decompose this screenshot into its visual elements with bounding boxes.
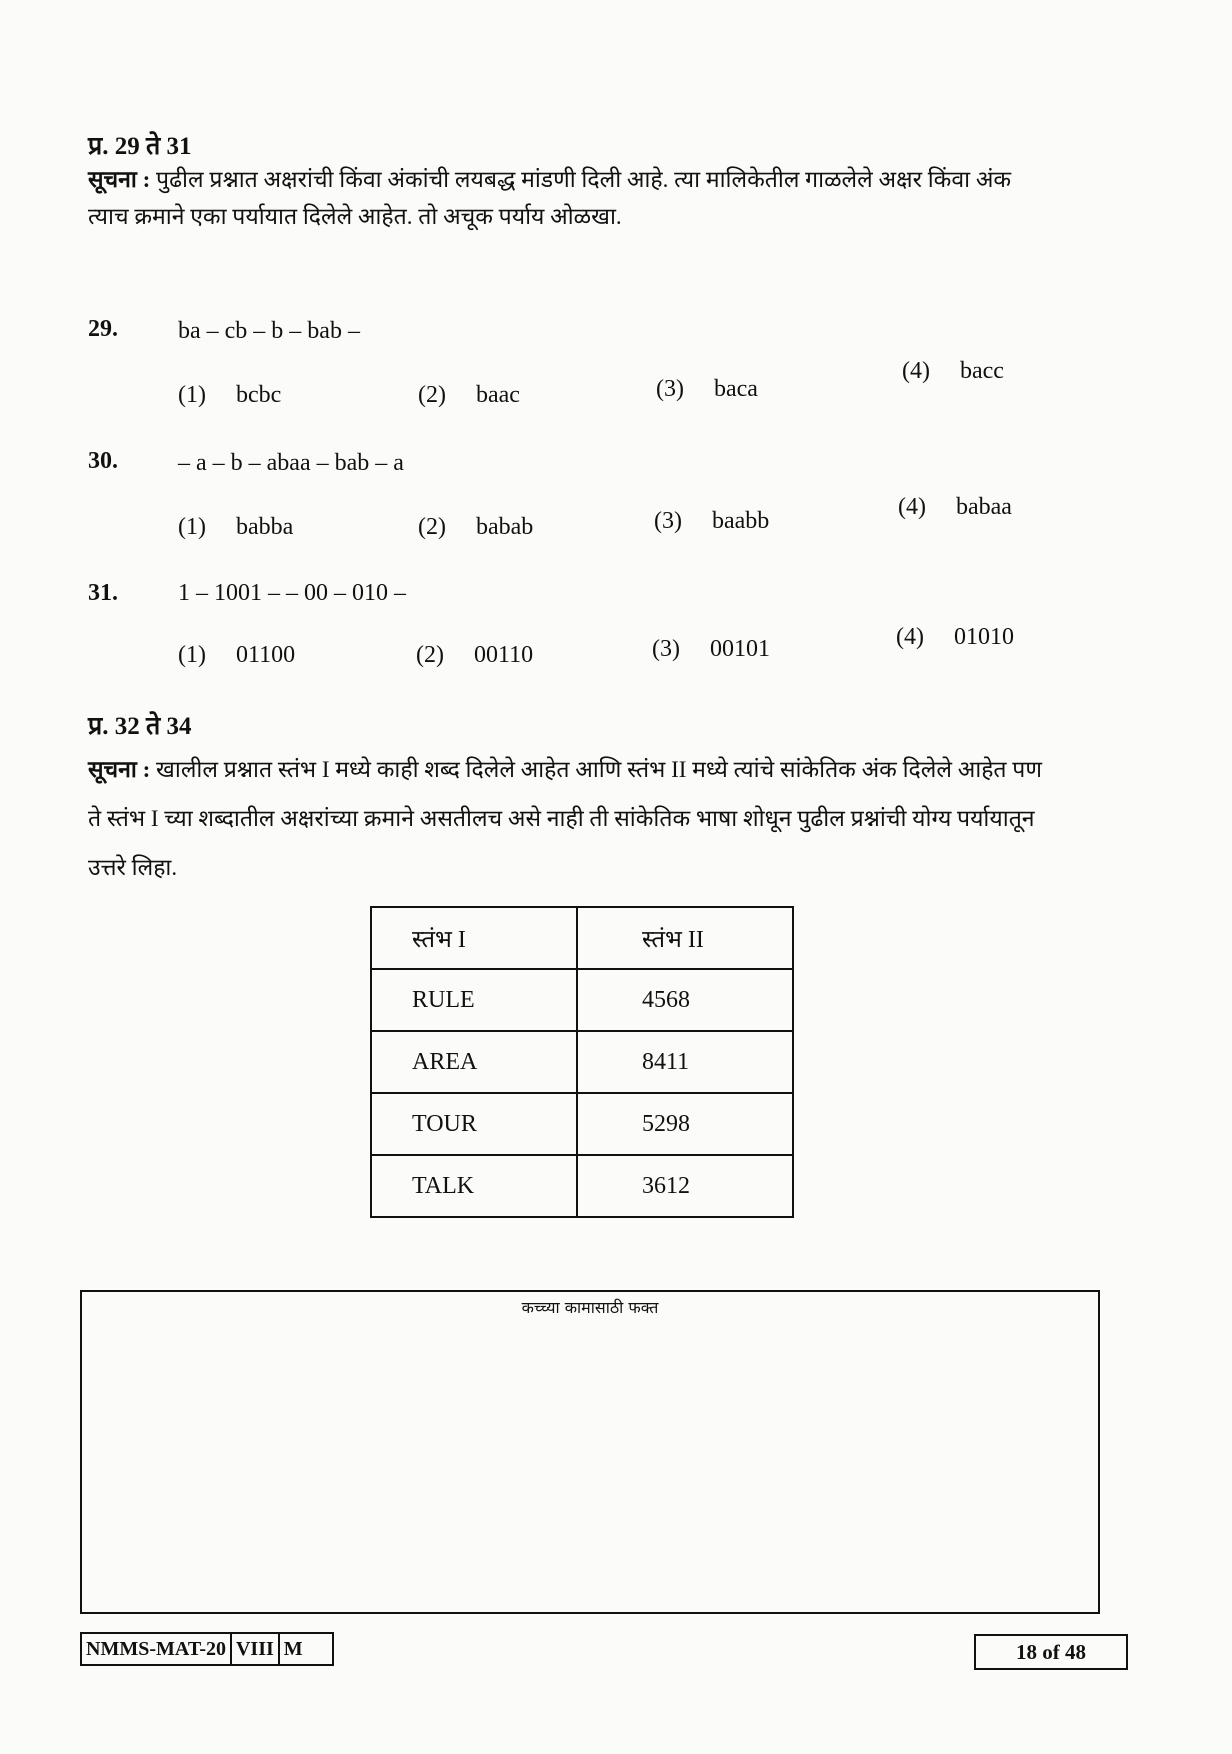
option-3[interactable]: (3) baca	[656, 376, 758, 402]
option-2[interactable]: (2) babab	[418, 514, 534, 540]
word-cell: TOUR	[371, 1093, 577, 1155]
code-table	[370, 906, 794, 1218]
question-number: 29.	[88, 316, 118, 342]
instruction-29-31	[88, 162, 1011, 236]
option-4[interactable]: (4) 01010	[896, 624, 1014, 650]
option-1[interactable]: (1) bcbc	[178, 382, 282, 408]
section-heading-32-34: प्र. 32 ते 34	[88, 713, 192, 740]
question-text: 1 – 1001 – – 00 – 010 –	[178, 580, 406, 606]
page-number: 18 of 48	[974, 1634, 1128, 1670]
option-1[interactable]: (1) 01100	[178, 642, 296, 668]
column-header: स्तंभ I	[371, 907, 577, 969]
footer-exam-code	[80, 1632, 334, 1666]
option-4[interactable]: (4) babaa	[898, 494, 1012, 520]
rough-work-box	[80, 1290, 1100, 1614]
question-number: 30.	[88, 448, 118, 474]
option-1[interactable]: (1) babba	[178, 514, 294, 540]
question-text: ba – cb – b – bab –	[178, 318, 360, 344]
option-2[interactable]: (2) 00110	[416, 642, 534, 668]
medium-code: M	[283, 1638, 303, 1660]
option-3[interactable]: (3) baabb	[654, 508, 770, 534]
column-header: स्तंभ II	[577, 907, 793, 969]
instruction-line: खालील प्रश्नात स्तंभ I मध्ये काही शब्द दिलेले आहेत आणि स्तंभ II मध्ये त्यांचे सांकेतिक अंक दिलेले आहेत पण	[156, 757, 1042, 782]
table-row	[371, 1093, 793, 1155]
code-cell: 4568	[577, 969, 793, 1031]
option-3[interactable]: (3) 00101	[652, 636, 770, 662]
table-row	[371, 1155, 793, 1217]
option-4[interactable]: (4) bacc	[902, 358, 1004, 384]
instruction-label: सूचना :	[88, 757, 151, 782]
question-number: 31.	[88, 580, 118, 606]
table-row	[371, 1031, 793, 1093]
instruction-32-34	[88, 752, 1042, 886]
instruction-line: उत्तरे लिहा.	[88, 854, 178, 880]
instruction-line: त्याच क्रमाने एका पर्यायात दिलेले आहेत. तो अचूक पर्याय ओळखा.	[88, 203, 622, 229]
word-cell: AREA	[371, 1031, 577, 1093]
table-row	[371, 969, 793, 1031]
instruction-line: ते स्तंभ I च्या शब्दातील अक्षरांच्या क्रमाने असतीलच असे नाही ती सांकेतिक भाषा शोधून पुढील प्रश्नांची योग्य पर्यायातून	[88, 805, 1035, 831]
instruction-label: सूचना :	[88, 167, 151, 192]
word-cell: TALK	[371, 1155, 577, 1217]
code-cell: 8411	[577, 1031, 793, 1093]
exam-code: NMMS-MAT-20	[82, 1634, 232, 1664]
class-code: VIII	[232, 1634, 280, 1664]
code-cell: 5298	[577, 1093, 793, 1155]
code-cell: 3612	[577, 1155, 793, 1217]
section-heading-29-31: प्र. 29 ते 31	[88, 133, 192, 160]
rough-work-label: कच्च्या कामासाठी फक्त	[521, 1298, 659, 1317]
instruction-line: पुढील प्रश्नात अक्षरांची किंवा अंकांची लयबद्ध मांडणी दिली आहे. त्या मालिकेतील गाळलेले अक्षर किंवा अंक	[156, 167, 1012, 192]
table-header-row	[371, 907, 793, 969]
option-2[interactable]: (2) baac	[418, 382, 520, 408]
question-text: – a – b – abaa – bab – a	[178, 450, 404, 476]
word-cell: RULE	[371, 969, 577, 1031]
